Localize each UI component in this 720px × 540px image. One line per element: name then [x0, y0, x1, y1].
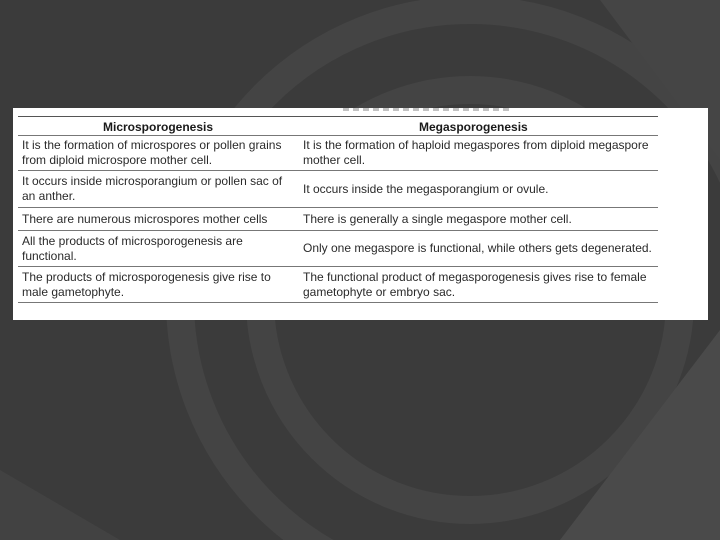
- table-row: [18, 231, 658, 267]
- table-header-row: [18, 117, 658, 136]
- table-row: [18, 208, 658, 231]
- mega-cell: Only one megaspore is functional, while others gets degenerated.: [297, 231, 658, 267]
- mega-cell: There is generally a single megaspore mother cell.: [297, 208, 658, 231]
- comparison-table-panel: [13, 108, 708, 320]
- comparison-table: [18, 116, 658, 303]
- table-row: [18, 136, 658, 171]
- table-row: [18, 267, 658, 303]
- micro-cell: All the products of microsporogenesis are functional.: [18, 231, 297, 267]
- micro-cell: It is the formation of microspores or pollen grains from diploid microspore mother cell.: [18, 136, 297, 171]
- mega-cell: The functional product of megasporogenesis gives rise to female gametophyte or embryo sac.: [297, 267, 658, 303]
- column-header-megasporogenesis: Megasporogenesis: [297, 117, 658, 136]
- mega-cell: It occurs inside the megasporangium or ovule.: [297, 171, 658, 208]
- column-header-microsporogenesis: Microsporogenesis: [18, 117, 297, 136]
- micro-cell: It occurs inside microsporangium or pollen sac of an anther.: [18, 171, 297, 208]
- micro-cell: There are numerous microspores mother cells: [18, 208, 297, 231]
- mega-cell: It is the formation of haploid megaspores from diploid megaspore mother cell.: [297, 136, 658, 171]
- table-row: [18, 171, 658, 208]
- micro-cell: The products of microsporogenesis give rise to male gametophyte.: [18, 267, 297, 303]
